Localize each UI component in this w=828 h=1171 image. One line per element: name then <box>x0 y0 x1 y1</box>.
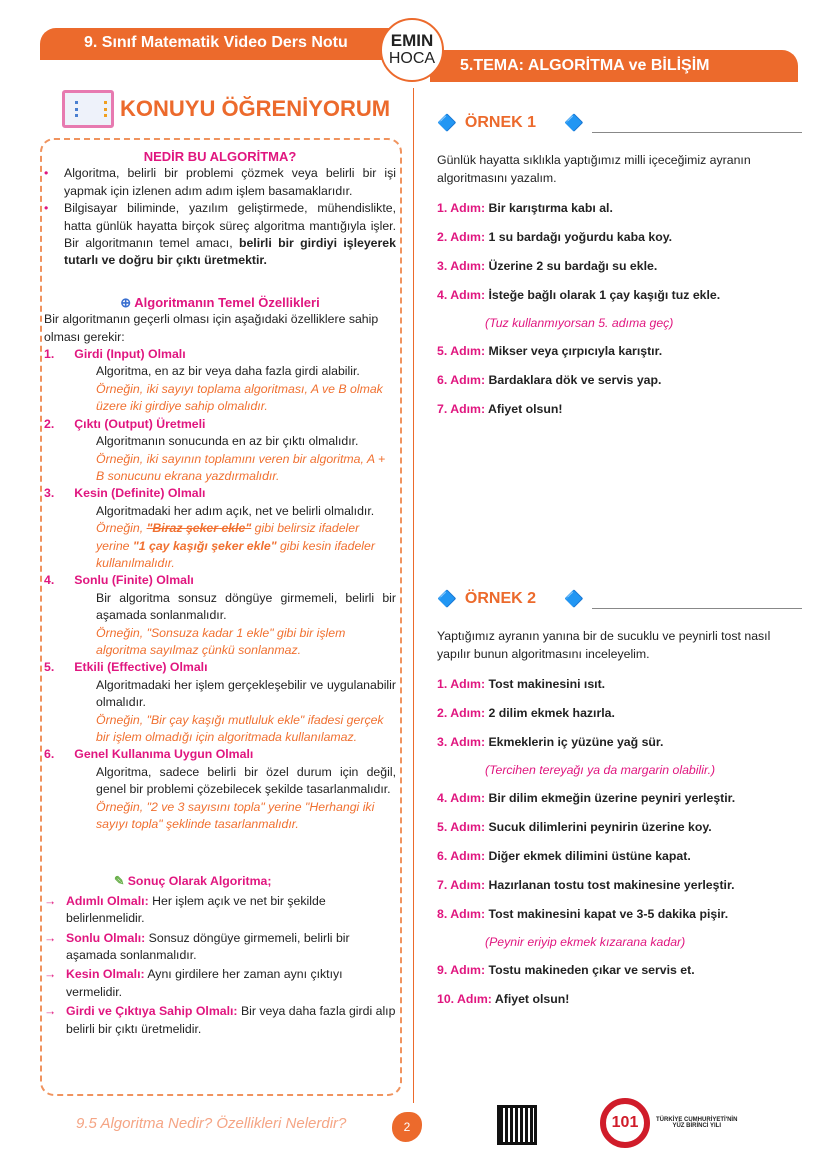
text: gibi kesin ifadeler kullanılmalıdır. <box>96 538 375 570</box>
conclusion-label: Kesin Olmalı: <box>66 967 145 982</box>
feature-heading <box>44 746 396 763</box>
step-item <box>437 962 802 978</box>
section-title <box>62 90 390 128</box>
ornek2-section <box>437 588 802 1007</box>
feature-number: 1. <box>44 347 55 362</box>
step-note: (Tercihen tereyağı ya da margarin olabilir.) <box>485 763 716 777</box>
step-text: Diğer ekmek dilimini üstüne kapat. <box>485 849 691 863</box>
step-item <box>437 991 802 1007</box>
step-item <box>437 734 802 750</box>
step-number: 2. Adım: <box>437 706 486 720</box>
step-item <box>437 906 802 922</box>
step-number: 4. Adım: <box>437 791 486 805</box>
step-text: Bir dilim ekmeğin üzerine peyniri yerleştir. <box>485 791 736 805</box>
footer-topic: 9.5 Algoritma Nedir? Özellikleri Nelerdir? <box>76 1115 347 1132</box>
features-intro: Bir algoritmanın geçerli olması için aşağıdaki özelliklere sahip olması gerekir: <box>44 312 379 344</box>
ornek1-intro: Günlük hayatta sıklıkla yaptığımız milli içeceğimiz ayranın algoritmasını yazalım. <box>437 153 751 185</box>
feature-number: 3. <box>44 486 55 501</box>
step-text: Afiyet olsun! <box>491 992 570 1006</box>
step-text: Tost makinesini kapat ve 3-5 dakika pişir. <box>485 907 729 921</box>
features-title-text: Algoritmanın Temel Özellikleri <box>134 294 320 310</box>
feature-heading <box>44 659 396 676</box>
feature-title: Sonlu (Finite) Olmalı <box>74 573 194 588</box>
flowchart-icon: 🔷 <box>564 590 584 608</box>
feature-number: 4. <box>44 573 55 588</box>
qr-code[interactable] <box>497 1105 537 1145</box>
conclusion-text: Aynı girdilere her zaman aynı çıktıyı vermelidir. <box>66 967 343 999</box>
step-text: Bir karıştırma kabı al. <box>485 201 613 215</box>
course-title: 9. Sınıf Matematik Video Ders Notu <box>84 34 348 51</box>
step-text: Üzerine 2 su bardağı su ekle. <box>485 259 658 273</box>
theme-title: 5.TEMA: ALGORİTMA ve BİLİŞİM <box>460 57 710 74</box>
features-title <box>44 294 396 311</box>
bullet-definition: • Algoritma, belirli bir problemi çözmek veya belirli bir işi yapmak için izlenen adım adım işlem basamaklarıdır. <box>44 165 396 200</box>
conclusion-text: Sonsuz döngüye girmemeli, belirli bir aşamada sonlanmalıdır. <box>66 930 350 963</box>
step-number: 7. Adım: <box>437 402 486 416</box>
step-note: (Peynir eriyip ekmek kızarana kadar) <box>485 935 686 949</box>
bullet-usage <box>44 200 396 270</box>
flowchart-icon: 🔷 <box>437 114 457 132</box>
feature-example: Örneğin, "Sonsuza kadar 1 ekle" gibi bir işlem algoritma sayılmaz çünkü sonlanmaz. <box>96 625 346 657</box>
emblem-number: 101 <box>600 1098 650 1148</box>
feature-heading <box>44 416 396 433</box>
step-text: Ekmeklerin iç yüzüne yağ sür. <box>485 735 664 749</box>
zoom-plus-icon: ⊕ <box>120 294 135 310</box>
step-number: 5. Adım: <box>437 344 486 358</box>
step-text: Tost makinesini ısıt. <box>485 677 606 691</box>
step-item <box>437 705 802 721</box>
ornek1-section <box>437 112 802 417</box>
feature-title: Kesin (Definite) Olmalı <box>74 486 206 501</box>
pin-icon: ✎ <box>114 874 128 889</box>
section-title-text: KONUYU ÖĞRENİYORUM <box>120 96 391 121</box>
step-item <box>437 848 802 864</box>
header-left-bar <box>40 28 420 60</box>
step-note: (Tuz kullanmıyorsan 5. adıma geç) <box>485 316 674 330</box>
divider <box>592 608 802 609</box>
step-text: Bardaklara dök ve servis yap. <box>485 373 662 387</box>
conclusion-title-text: Sonuç Olarak Algoritma; <box>127 874 272 889</box>
step-item <box>437 200 802 216</box>
conclusion-item <box>44 1003 396 1038</box>
step-item <box>437 343 802 359</box>
step-text: Mikser veya çırpıcıyla karıştır. <box>485 344 663 358</box>
conclusion-text: Bir veya daha fazla girdi alıp belirli bir çıktı üretmelidir. <box>66 1004 396 1036</box>
feature-example: Örneğin, iki sayının toplamını veren bir algoritma, A + B sonucunu ekrana yazdırmalıdır. <box>96 451 386 483</box>
step-text: 1 su bardağı yoğurdu kaba koy. <box>485 230 673 244</box>
step-item <box>437 790 802 806</box>
republic-101-emblem <box>600 1098 737 1148</box>
text: Bilgisayar biliminde, yazılım geliştirmede, mühendislikte, hatta günlük hayatta birçok süreç algoritma mantığıyla işler. Bir algoritmanın temel amacı, <box>64 201 396 251</box>
emblem-text: TÜRKİYE CUMHURİYETİ'NİN <box>656 1117 738 1123</box>
step-number: 4. Adım: <box>437 288 486 302</box>
computer-flowchart-icon <box>62 90 114 128</box>
flowchart-icon: 🔷 <box>437 590 457 608</box>
conclusion-label: Girdi ve Çıktıya Sahip Olmalı: <box>66 1004 238 1019</box>
header-right-bar <box>430 50 798 82</box>
emin-hoca-logo <box>380 18 444 82</box>
page-number: 2 <box>392 1112 422 1142</box>
feature-heading <box>44 485 396 502</box>
step-number: 9. Adım: <box>437 963 486 977</box>
step-number: 3. Adım: <box>437 735 486 749</box>
step-text: Tostu makineden çıkar ve servis et. <box>485 963 695 977</box>
step-number: 6. Adım: <box>437 849 486 863</box>
step-text: Sucuk dilimlerini peynirin üzerine koy. <box>485 820 712 834</box>
feature-title: Çıktı (Output) Üretmeli <box>74 416 206 431</box>
step-number: 1. Adım: <box>437 677 486 691</box>
step-number: 8. Adım: <box>437 907 486 921</box>
feature-number: 5. <box>44 660 55 675</box>
step-item <box>437 258 802 274</box>
emblem-text: YÜZ BİRİNCİ YILI <box>672 1123 721 1129</box>
text-bold: belirli bir girdiyi işleyerek tutarlı ve doğru bir çıktı üretmektir. <box>64 236 396 268</box>
conclusion-label: Sonlu Olmalı: <box>66 930 146 945</box>
step-item <box>437 819 802 835</box>
step-text: Afiyet olsun! <box>485 402 563 416</box>
feature-heading <box>44 572 396 589</box>
feature-title: Etkili (Effective) Olmalı <box>74 660 208 675</box>
text: Örneğin, <box>96 521 147 536</box>
conclusion-item <box>44 930 396 965</box>
feature-text: Algoritma, en az bir veya daha fazla girdi alabilir. <box>96 364 360 379</box>
conclusion-item <box>44 966 396 1001</box>
logo-text-bottom: HOCA <box>388 50 436 67</box>
step-number: 10. Adım: <box>437 992 492 1006</box>
ornek1-header <box>437 112 802 133</box>
ornek2-intro: Yaptığımız ayranın yanına bir de sucuklu ve peynirli tost nasıl yapılır bunun algoritmasını inceleyelim. <box>437 629 771 661</box>
step-item <box>437 877 802 893</box>
feature-text: Algoritmanın sonucunda en az bir çıktı olmalıdır. <box>96 434 359 449</box>
feature-text: Bir algoritma sonsuz döngüye girmemeli, belirli bir aşamada sonlanmalıdır. <box>96 590 396 623</box>
feature-title: Girdi (Input) Olmalı <box>74 347 186 362</box>
flowchart-icon: 🔷 <box>564 114 584 132</box>
feature-example: Örneğin, iki sayıyı toplama algoritması, A ve B olmak üzere iki girdiye sahip olmalıdır. <box>96 381 383 414</box>
divider <box>592 132 802 133</box>
step-item <box>437 287 802 303</box>
bold-text: "1 çay kaşığı şeker ekle" <box>132 538 277 553</box>
struck-text: "Biraz şeker ekle" <box>146 521 252 536</box>
feature-example: Örneğin, "2 ve 3 sayısını topla" yerine "Herhangi iki sayıyı topla" şeklinde tasarlanmalıdır. <box>96 799 375 832</box>
step-number: 7. Adım: <box>437 878 486 892</box>
feature-heading <box>44 346 396 363</box>
heading: NEDİR BU ALGORİTMA? <box>143 149 297 164</box>
step-item <box>437 229 802 245</box>
step-number: 6. Adım: <box>437 373 486 387</box>
step-number: 2. Adım: <box>437 230 486 244</box>
step-item <box>437 372 802 388</box>
left-content <box>44 148 396 1038</box>
ornek2-title: ÖRNEK 2 <box>464 589 537 607</box>
feature-text: Algoritmadaki her işlem gerçekleşebilir ve uygulanabilir olmalıdır. <box>96 677 396 710</box>
step-number: 5. Adım: <box>437 820 486 834</box>
feature-example: Örneğin, "Bir çay kaşığı mutluluk ekle" ifadesi gerçek bir işlem olmadığı için algoritmada kullanılamaz. <box>96 712 384 744</box>
step-text: Hazırlanan tostu tost makinesine yerleştir. <box>485 878 735 892</box>
logo-text-top: EMIN <box>390 31 434 50</box>
step-number: 3. Adım: <box>437 259 486 273</box>
conclusion-text: Her işlem açık ve net bir şekilde belirlenmelidir. <box>66 893 326 926</box>
ornek1-title: ÖRNEK 1 <box>464 113 537 131</box>
conclusion-title <box>44 873 396 890</box>
ornek2-header <box>437 588 802 609</box>
conclusion-label: Adımlı Olmalı: <box>66 893 149 908</box>
step-text: İsteğe bağlı olarak 1 çay kaşığı tuz ekle. <box>485 288 721 302</box>
step-number: 1. Adım: <box>437 201 486 215</box>
step-item <box>437 401 802 417</box>
conclusion-item <box>44 893 396 928</box>
text: gibi belirsiz ifadeler yerine <box>96 521 360 553</box>
feature-number: 2. <box>44 416 55 431</box>
step-item <box>437 676 802 692</box>
step-text: 2 dilim ekmek hazırla. <box>485 706 615 720</box>
column-divider <box>413 88 414 1103</box>
feature-text: Algoritma, sadece belirli bir özel durum için değil, genel bir problemi çözebilecek şekilde tasarlanmalıdır. <box>96 764 396 797</box>
feature-number: 6. <box>44 747 55 762</box>
feature-example <box>44 520 396 572</box>
feature-text: Algoritmadaki her adım açık, net ve belirli olmalıdır. <box>96 503 375 518</box>
feature-title: Genel Kullanıma Uygun Olmalı <box>74 747 254 762</box>
